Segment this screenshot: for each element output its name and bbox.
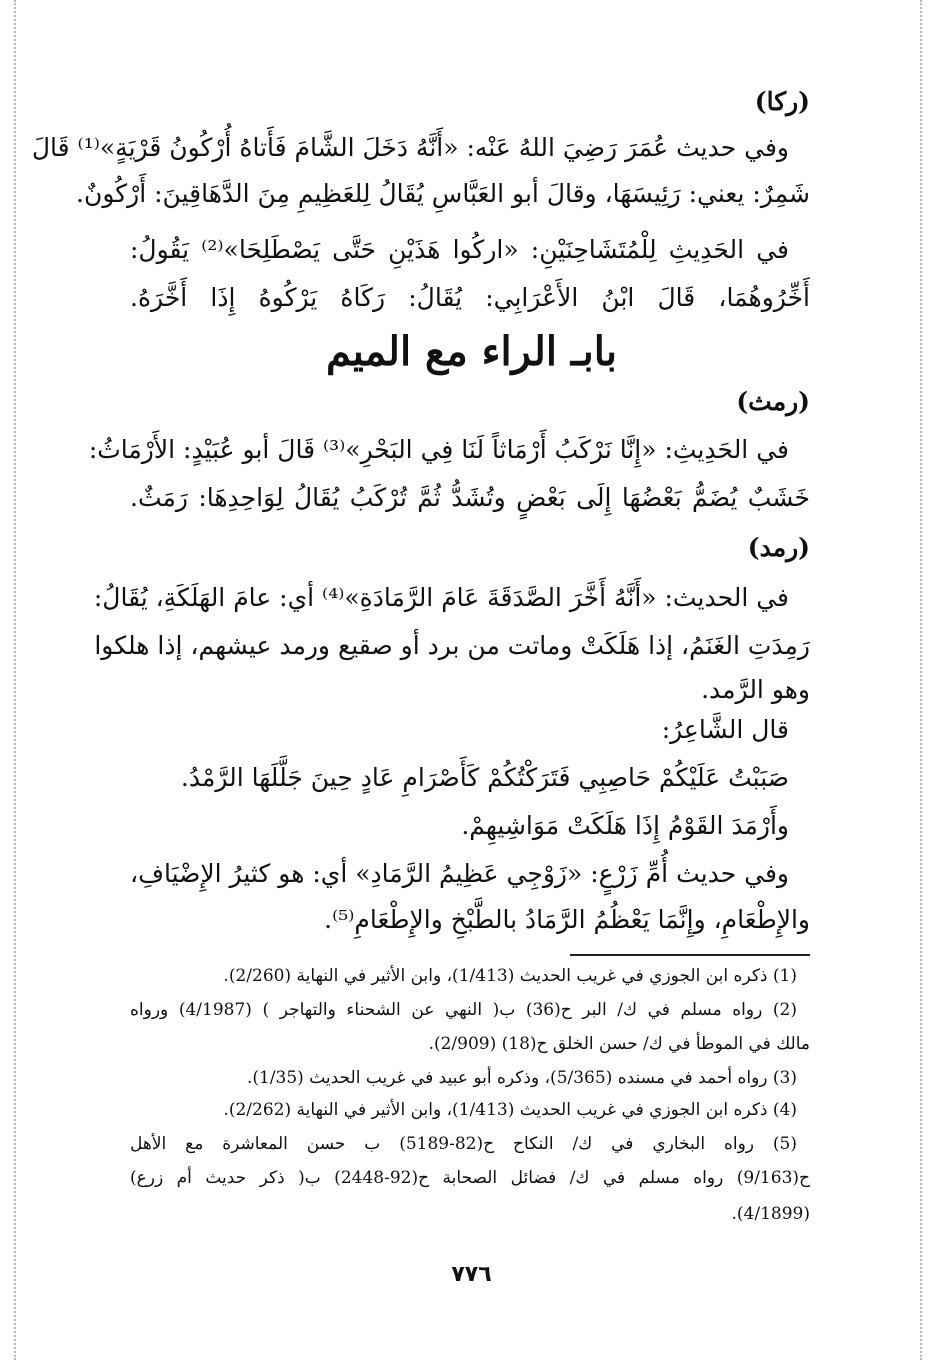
footnote: (2) رواه مسلم في ك/ البر ح(36) ب( النهي عن الشحناء والتهاجر ) (4/1987) ورواه [130, 1000, 797, 1020]
footnote: (3) رواه أحمد في مسنده (5/365)، وذكره أبو عبيد في غريب الحديث (1/35). [246, 1068, 797, 1088]
entry-heading-ramath: (رمث) [736, 387, 810, 416]
body-line: خَشَبٌ يُضَمُّ بَعْضُهَا إِلَى بَعْضٍ وتُشَدُّ ثُمَّ تُرْكَبُ يُقَالُ لِوَاحِدِهَا: رَمَثٌ. [130, 483, 810, 512]
body-line: أَخِّرُوهُمَا، قَالَ ابْنُ الأَعْرَابِي: يُقَالُ: رَكَاهُ يَرْكُوهُ إِذَا أَخَّرَهُ. [130, 283, 810, 312]
footnote: (1) ذكره ابن الجوزي في غريب الحديث (1/413)، وابن الأثير في النهاية (2/260). [223, 966, 797, 986]
body-line: وأَرْمَدَ القَوْمُ إِذَا هَلَكَتْ مَوَاشِيهِمْ. [461, 811, 789, 840]
body-line: وفي حديث عُمَرَ رَضِيَ اللهُ عَنْه: «أَنَّهُ دَخَلَ الشَّامَ فَأَتاهُ أُرْكُونُ قَرْيَةٍ»⁽¹⁾ قَالَ [31, 133, 789, 162]
footnote: مالك في الموطأ في ك/ حسن الخلق ح(18) (2/909). [428, 1034, 810, 1054]
entry-heading-raka: (ركا) [754, 87, 810, 116]
poetry-verse: صَبَبْتُ عَلَيْكُمْ حَاصِبِي فَتَرَكْتُكُمْ كَأَصْرَامِ عَادٍ حِينَ جَلَّلَهَا الرَّمْدُ. [180, 763, 789, 792]
footnote: ح(9/163) رواه مسلم في ك/ فضائل الصحابة ح(92-2448) ب( ذكر حديث أم زرع) [130, 1168, 810, 1188]
body-line: وفي حديث أُمِّ زَرْعٍ: «زَوْجِي عَظِيمُ الرَّمَادِ» أي: هو كثيرُ الإِضْيَافِ، [130, 859, 789, 888]
body-line: في الحَدِيثِ لِلْمُتَشَاحِنَيْنِ: «اركُوا هَذَيْنِ حَتَّى يَصْطَلِحَا»⁽²⁾ يَقُولُ: [130, 235, 789, 264]
entry-heading-ramad: (رمد) [747, 533, 810, 562]
page-number: ٧٧٦ [451, 1262, 492, 1287]
chapter-title: بابـ الراء مع الميم [325, 328, 618, 375]
body-line: رَمِدَتِ الغَنَمُ، إذا هَلَكَتْ وماتت من برد أو صقيع ورمد عيشهم، إذا هلكوا [94, 631, 810, 660]
body-line: في الحَدِيثِ: «إِنَّا نَرْكَبُ أَرْمَاثاً لَنَا فِي البَحْرِ»⁽³⁾ قَالَ أبو عُبَيْدٍ: الأَرْمَاثُ: [88, 435, 789, 464]
footnote: (5) رواه البخاري في ك/ النكاح ح(82-5189) ب حسن المعاشرة مع الأهل [130, 1134, 797, 1154]
scan-edge-dots-left [14, 0, 16, 1360]
footnote-separator [570, 954, 810, 956]
body-line: وهو الرَّمد. [701, 675, 810, 704]
scan-edge-dots-right [920, 0, 922, 1360]
body-line: في الحديث: «أَنَّهُ أَخَّرَ الصَّدَقَةَ عَامَ الرَّمَادَةِ»⁽⁴⁾ أي: عامَ الهَلَكَةِ، يُقَالُ: [93, 583, 789, 612]
body-line: والإِطْعَامِ، وإِنَّمَا يَعْظُمُ الرَّمَادُ بالطَّبْخِ والإِطْعَامِ⁽⁵⁾. [324, 905, 810, 934]
body-line: قال الشَّاعِرُ: [661, 715, 789, 744]
body-line: شَمِرٌ: يعني: رَئِيسَهَا، وقالَ أبو العَبَّاسِ يُقَالُ لِلعَظِيمِ مِنَ الدَّهَاقِينَ: أَرْكُونٌ. [76, 179, 810, 208]
footnote: (4) ذكره ابن الجوزي في غريب الحديث (1/413)، وابن الأثير في النهاية (2/262). [223, 1100, 797, 1120]
footnote: (4/1899). [731, 1204, 810, 1224]
